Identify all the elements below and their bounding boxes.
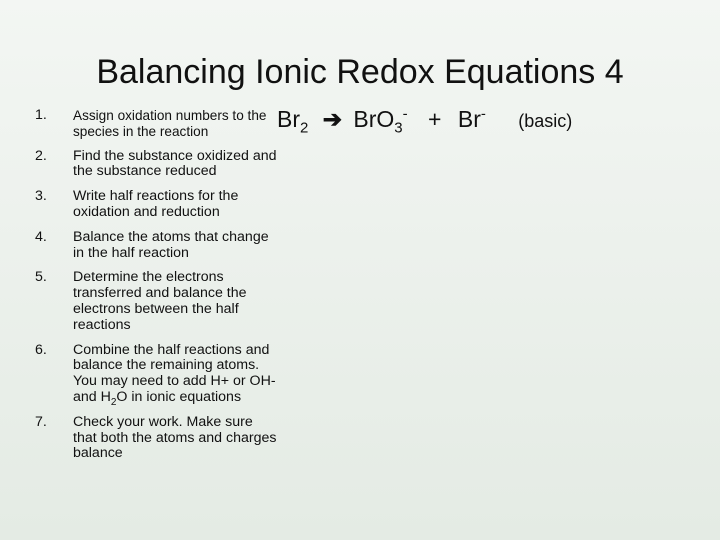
- step-text: [73, 343, 280, 406]
- step-number: 2.: [35, 147, 47, 164]
- plus-sign: +: [428, 106, 442, 132]
- step-number: 4.: [35, 228, 47, 245]
- step-item: [35, 108, 280, 140]
- step-number: 5.: [35, 269, 47, 286]
- reactant-symbol: Br: [277, 106, 300, 132]
- product2-charge: -: [480, 105, 486, 123]
- step-number: 7.: [35, 413, 47, 430]
- reactant-subscript: 2: [300, 119, 309, 137]
- step-number: 1.: [35, 107, 47, 123]
- step-item: [35, 343, 280, 406]
- step-text-part: O in ionic equations: [116, 388, 242, 405]
- slide-title: Balancing Ionic Redox Equations 4: [96, 53, 624, 91]
- step-text: Assign oxidation numbers to the species in the reaction: [73, 108, 267, 139]
- step-text: Write half reactions for the oxidation and reduction: [73, 188, 239, 220]
- product1-charge: -: [402, 105, 408, 123]
- step-text: Find the substance oxidized and the substance reduced: [73, 147, 277, 180]
- step-item: [35, 415, 280, 462]
- product2-symbol: Br: [457, 106, 481, 132]
- step-item: [35, 189, 280, 221]
- step-text: Check your work. Make sure that both the atoms and charges balance: [73, 413, 277, 462]
- steps-list: [35, 108, 280, 471]
- right-arrow-icon: ➔: [322, 106, 343, 132]
- step-item: [35, 230, 280, 262]
- product1-symbol: BrO: [353, 106, 395, 132]
- product1-subscript: 3: [394, 119, 403, 137]
- step-item: [35, 270, 280, 333]
- step-number: 6.: [35, 341, 47, 358]
- step-item: [35, 149, 280, 181]
- step-text: Balance the atoms that change in the half reaction: [73, 228, 269, 261]
- chemical-equation: [277, 104, 572, 136]
- step-text: Determine the electrons transferred and balance the electrons between the half reactions: [73, 269, 247, 333]
- reaction-condition: (basic): [518, 111, 573, 131]
- step-text-part: Combine the half reactions and balance the remaining atoms. You may need to add H+ or OH- and H: [73, 341, 276, 405]
- step-number: 3.: [35, 188, 47, 205]
- subscript: 2: [110, 396, 117, 408]
